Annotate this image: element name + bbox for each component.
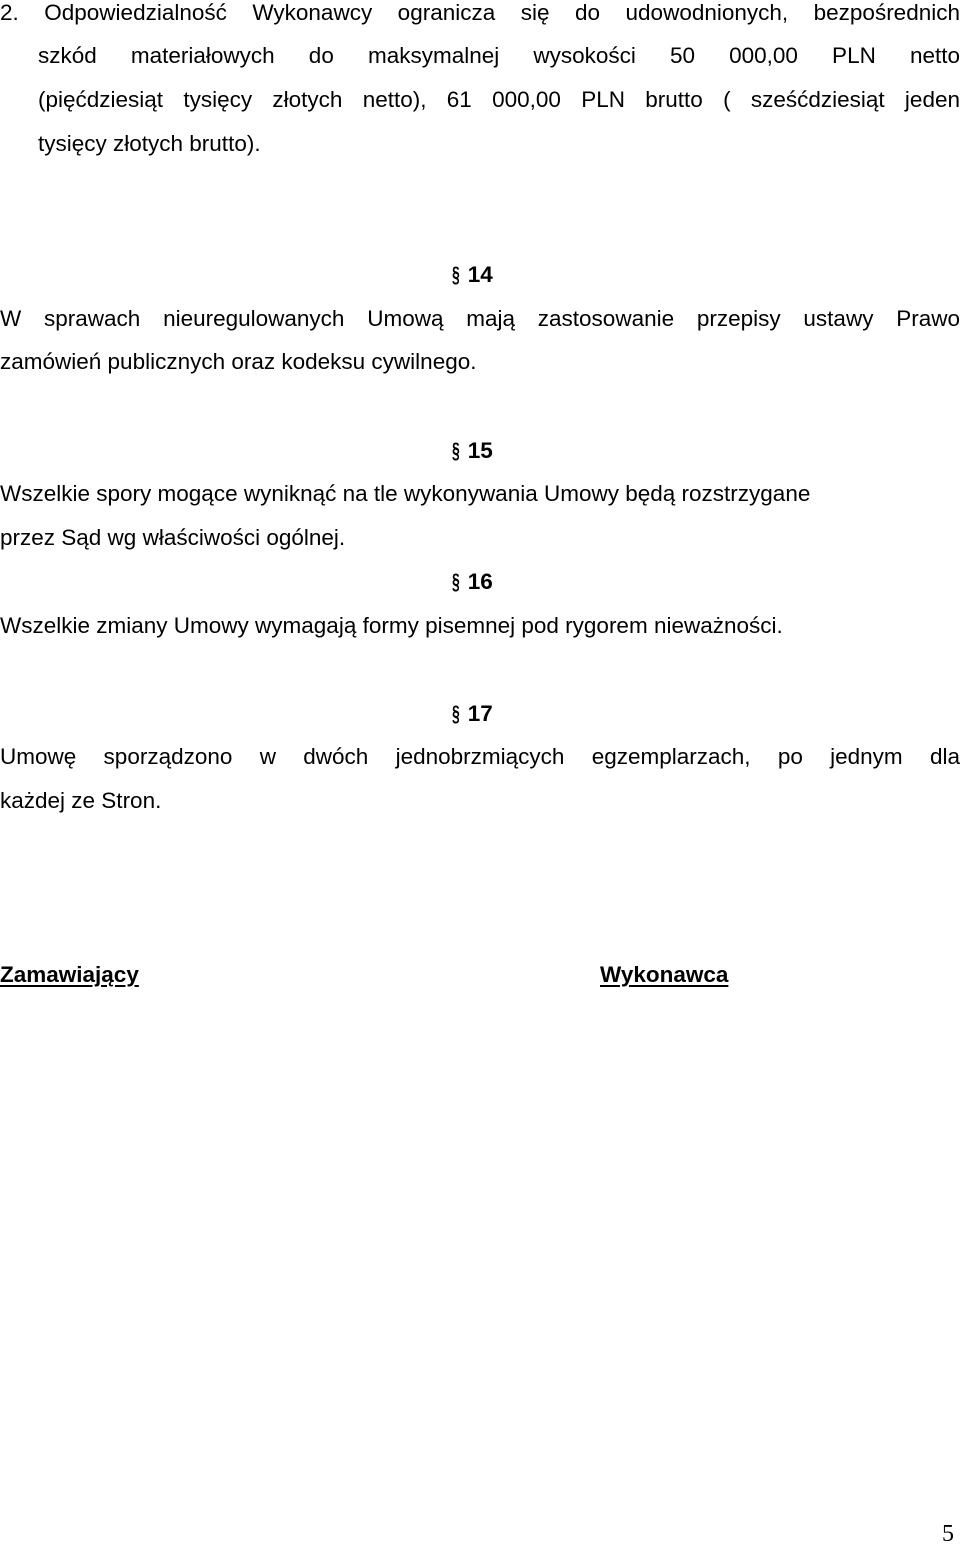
signature-label-contractor: Wykonawca [600,962,729,987]
page-number: 5 [942,1521,954,1547]
section-sign-icon: § [452,701,460,726]
clause-2-line-4: tysięcy złotych brutto). [38,131,261,156]
section-sign-icon: § [452,569,460,594]
section-sign-icon: § [452,438,460,463]
section-14-heading [452,262,493,288]
section-17-line-1: Umowę sporządzono w dwóch jednobrzmiących egzemplarzach, po jednym dla [0,744,960,769]
section-16-line-1: Wszelkie zmiany Umowy wymagają formy pisemnej pod rygorem nieważności. [0,613,783,638]
section-17-line-2: każdej ze Stron. [0,788,162,813]
section-15-line-2: przez Sąd wg właściwości ogólnej. [0,525,346,550]
section-17-heading [452,701,493,727]
section-14-number: 14 [467,262,493,287]
section-14-line-2: zamówień publicznych oraz kodeksu cywilnego. [0,349,477,374]
section-sign-icon: § [452,262,460,287]
section-15-number: 15 [467,438,493,463]
clause-2-line-2: szkód materiałowych do maksymalnej wysokości 50 000,00 PLN netto [38,43,960,68]
section-15-heading [452,438,493,464]
clause-2-line-1: 2. Odpowiedzialność Wykonawcy ogranicza się do udowodnionych, bezpośrednich [0,0,960,25]
section-15-line-1: Wszelkie spory mogące wyniknąć na tle wykonywania Umowy będą rozstrzygane [0,481,811,506]
clause-2-line-3: (pięćdziesiąt tysięcy złotych netto), 61 000,00 PLN brutto ( sześćdziesiąt jeden [38,87,960,112]
signature-label-contracting-party: Zamawiający [0,962,139,987]
section-16-number: 16 [467,569,493,594]
section-17-number: 17 [467,701,493,726]
section-14-line-1: W sprawach nieuregulowanych Umową mają zastosowanie przepisy ustawy Prawo [0,306,960,331]
section-16-heading [452,569,493,595]
